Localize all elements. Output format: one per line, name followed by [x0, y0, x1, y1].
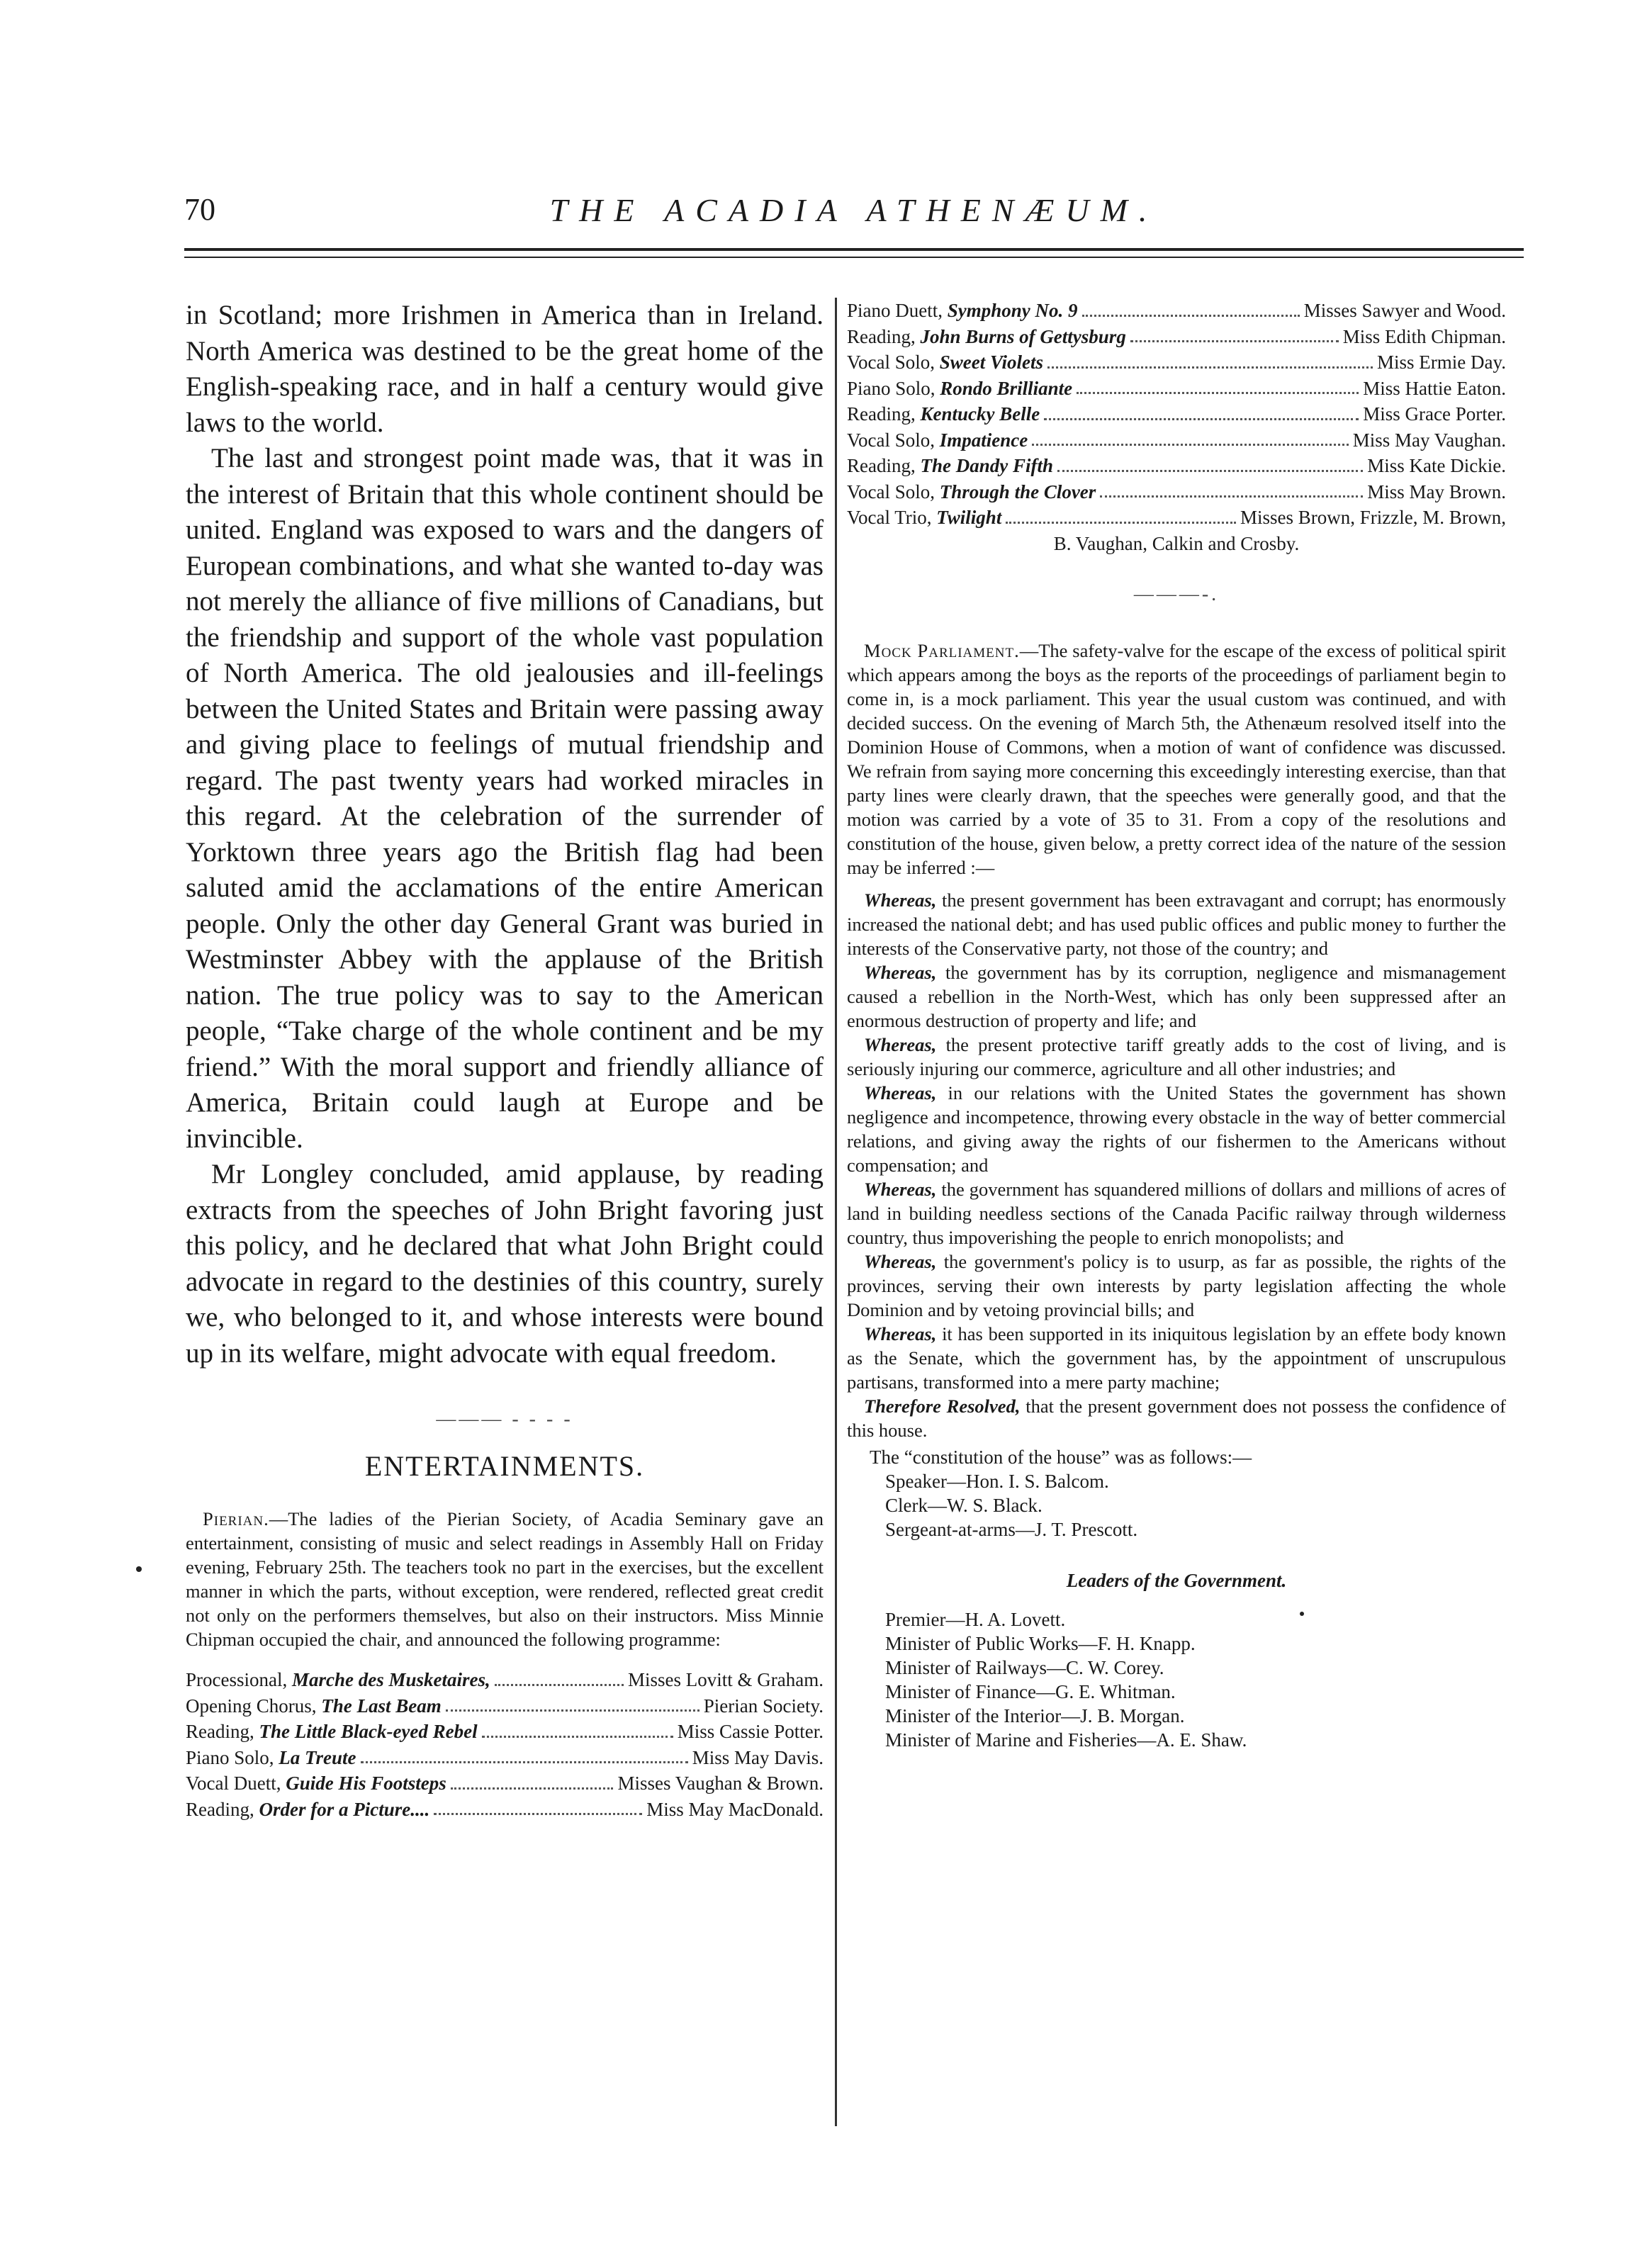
programme-item: Piano Solo, Rondo Brilliante Miss Hattie Eaton. — [847, 376, 1506, 402]
pierian-paragraph — [186, 1507, 824, 1651]
whereas-clause: Whereas, the government's policy is to usurp, as far as possible, the rights of the provinces, serving their own interests by party legislation affecting the whole Dominion and by vetoing provincial bills; and — [847, 1251, 1507, 1320]
left-column — [186, 298, 824, 1822]
page-header — [184, 191, 1524, 241]
programme-item: Reading, John Burns of Gettysburg Miss Edith Chipman. — [847, 324, 1506, 350]
column-divider — [835, 298, 837, 2126]
section-separator: ——— - - - - — [436, 1408, 573, 1430]
leader-entry: Minister of Public Works—F. H. Knapp. — [885, 1633, 1196, 1654]
leaders-list — [847, 1607, 1506, 1752]
programme-item: Reading, Kentucky Belle Miss Grace Porter. — [847, 401, 1506, 427]
programme-item: Reading, Order for a Picture.... Miss May MacDonald. — [186, 1797, 824, 1823]
leaders-title: Leaders of the Government. — [1066, 1570, 1287, 1591]
leader-entry: Premier—H. A. Lovett. — [885, 1609, 1066, 1630]
whereas-clause: Whereas, the government has by its corruption, negligence and mismanagement caused a rebellion in the North-West, which has only been suppressed after an enormous destruction of property and life; and — [847, 962, 1507, 1031]
whereas-clause: Whereas, it has been supported in its iniquitous legislation by an effete body known as the Senate, which the government has, by the appointment of unscrupulous partisans, transformed into a mere party machine; — [847, 1323, 1506, 1393]
constitution-entry: Speaker—Hon. I. S. Balcom. — [885, 1471, 1109, 1492]
constitution-entries — [870, 1469, 1506, 1541]
whereas-clause: Whereas, the present government has been extravagant and corrupt; has enormously increased the national debt; and has used public offices and public money to further the interests of the Conservative party, not those of the country; and — [847, 889, 1506, 959]
programme-item: Piano Duett, Symphony No. 9 Misses Sawyer and Wood. — [847, 298, 1506, 324]
whereas-clause: Whereas, in our relations with the United States the government has shown negligence and incompetence, throwing every obstacle in the way of better commercial relations, and giving away the rights of our fishermen to the Americans without compensation; and — [847, 1082, 1507, 1176]
resolutions — [847, 888, 1506, 1442]
programme-item: Vocal Solo, Through the Clover Miss May Brown. — [847, 479, 1506, 505]
programme-item: Reading, The Little Black-eyed Rebel Miss Cassie Potter. — [186, 1719, 824, 1745]
programme-item: Vocal Solo, Impatience Miss May Vaughan. — [847, 427, 1506, 454]
programme-item: Opening Chorus, The Last Beam Pierian Society. — [186, 1693, 824, 1719]
right-column — [847, 298, 1506, 1752]
whereas-clause: Whereas, the present protective tariff greatly adds to the cost of living, and is seriously injuring our commerce, agriculture and all other industries; and — [847, 1034, 1506, 1079]
header-rule-bottom — [184, 257, 1524, 258]
programme-list-right — [847, 298, 1506, 556]
leader-entry: Minister of the Interior—J. B. Morgan. — [885, 1705, 1185, 1726]
mock-parliament-lead: Mock Parliament. — [864, 640, 1020, 661]
leader-entry: Minister of Railways—C. W. Corey. — [885, 1657, 1164, 1678]
header-rule-top — [184, 248, 1524, 251]
programme-list-left — [186, 1667, 824, 1822]
programme-item: Processional, Marche des Musketaires, Misses Lovitt & Graham. — [186, 1667, 824, 1693]
margin-mark — [1300, 1612, 1304, 1616]
pierian-lead: Pierian. — [203, 1508, 269, 1529]
whereas-clause: Whereas, the government has squandered millions of dollars and millions of acres of land in building needless sections of the Canada Pacific railway through wilderness country, thus impoverishing the people to enrich monopolists; and — [847, 1179, 1507, 1248]
programme-item: Vocal Solo, Sweet Violets Miss Ermie Day. — [847, 349, 1506, 376]
page-number: 70 — [184, 192, 215, 227]
article-paragraph: Mr Longley concluded, amid applause, by reading extracts from the speeches of John Bright favoring just this policy, and he declared that what John Bright could advocate in regard to the destinies of this country, surely we, who belonged to it, and whose interests were bound up in its welfare, might advocate with equal freedom. — [186, 1159, 824, 1369]
constitution-entry: Sergeant-at-arms—J. T. Prescott. — [885, 1519, 1138, 1540]
leader-entry: Minister of Finance—G. E. Whitman. — [885, 1681, 1176, 1702]
running-title: THE ACADIA ATHENÆUM. — [549, 192, 1159, 228]
mock-parliament-paragraph — [847, 639, 1506, 880]
programme-item: Reading, The Dandy Fifth Miss Kate Dickie. — [847, 453, 1506, 479]
programme-item: Vocal Duett, Guide His Footsteps Misses Vaughan & Brown. — [186, 1770, 824, 1797]
programme-item-continuation: B. Vaughan, Calkin and Crosby. — [1053, 532, 1300, 554]
programme-item: Vocal Trio, Twilight Misses Brown, Frizzle, M. Brown, — [847, 505, 1506, 531]
section-title-entertainments: ENTERTAINMENTS. — [364, 1450, 645, 1482]
section-separator: ———-. — [1133, 583, 1220, 605]
mock-parliament-text: —The safety-valve for the escape of the excess of political spirit which appears among the boys as the reports of the proceedings of parliament begin to come in, is a mock parliament. This year the usual custom was continued, and with decided success. On the evening of March 5th, the Athenæum resolved itself into the Dominion House of Commons, when a motion of want of confidence was discussed. We refrain from saying more concerning this exceedingly interesting exercise, than that party lines were clearly drawn, that the speeches were generally good, and that the motion was carried by a vote of 35 to 31. From a copy of the resolutions and constitution of the house, given below, a pretty correct idea of the nature of the session may be inferred :— — [847, 640, 1506, 878]
constitution-list — [847, 1445, 1506, 1541]
constitution-entry: Clerk—W. S. Black. — [885, 1495, 1043, 1516]
margin-mark — [136, 1566, 142, 1572]
pierian-text: —The ladies of the Pierian Society, of Acadia Seminary gave an entertainment, consisting of music and select readings in Assembly Hall on Friday evening, February 25th. The teachers took no part in the exercises, but the excellent manner in which the parts, without exception, were rendered, reflected great credit not only on the performers themselves, but also on their instructors. Miss Minnie Chipman occupied the chair, and announced the following programme: — [186, 1508, 824, 1650]
constitution-intro: The “constitution of the house” was as follows:— — [870, 1447, 1252, 1468]
programme-item: Piano Solo, La Treute Miss May Davis. — [186, 1745, 824, 1771]
resolved-clause: Therefore Resolved, that the present government does not possess the confidence of this house. — [847, 1395, 1507, 1441]
article-paragraph: in Scotland; more Irishmen in America than in Ireland. North America was destined to be the great home of the English-speaking race, and in half a century would give laws to the world. — [186, 300, 824, 438]
article-paragraph: The last and strongest point made was, that it was in the interest of Britain that this whole continent should be united. England was exposed to wars and the dangers of European combinations, and what she wanted to-day was not merely the alliance of five millions of Canadians, but the friendship and support of the whole vast population of North America. The old jealousies and ill-feelings between the United States and Britain were passing away and giving place to feelings of mutual friendship and regard. The past twenty years had worked miracles in this regard. At the celebration of the surrender of Yorktown three years ago the British flag had been saluted amid the acclamations of the entire American people. Only the other day General Grant was buried in Westminster Abbey with the applause of the British nation. The true policy was to say to the American people, “Take charge of the whole continent and be my friend.” With the moral support and friendly alliance of America, Britain could laugh at Europe and be invincible. — [186, 443, 824, 1154]
leader-entry: Minister of Marine and Fisheries—A. E. Shaw. — [885, 1729, 1247, 1751]
